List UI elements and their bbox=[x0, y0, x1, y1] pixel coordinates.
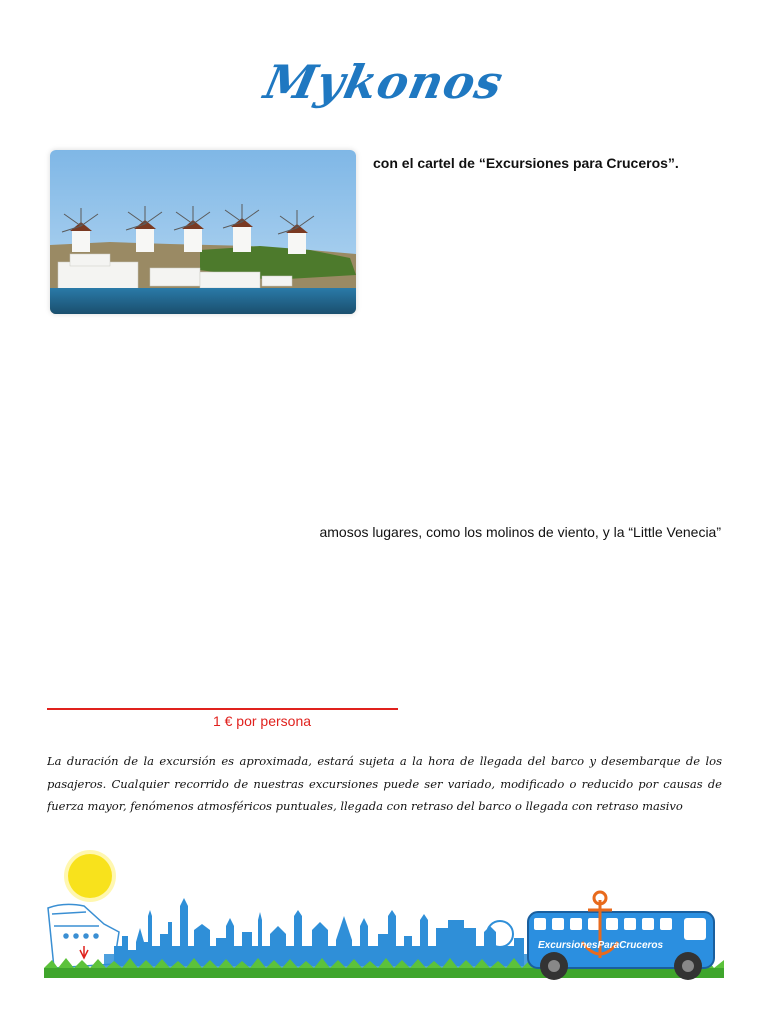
footer-banner bbox=[44, 846, 724, 986]
sun-icon bbox=[64, 850, 116, 902]
disclaimer-note: La duración de la excursión es aproximada, estará sujeta a la hora de llegada del barco y desembarque de los pasajeros. Cualquier recorrido de nuestras excursiones puede ser variado, modificado o reducido por causas de fuerza mayor, fenómenos atmosféricos puntuales, llegada con retraso del barco o llegada con retraso masivo bbox=[47, 754, 722, 813]
bus-logo-text: ExcursionesParaCruceros bbox=[538, 940, 664, 951]
windmills-photo bbox=[50, 150, 356, 314]
intro-text: con el cartel de “Excursiones para Cruceros”. bbox=[373, 155, 679, 171]
bus-icon bbox=[528, 892, 714, 980]
price-divider bbox=[47, 708, 398, 710]
price-text: 1 € por persona bbox=[212, 713, 312, 729]
description-text: amosos lugares, como los molinos de viento, y la “Little Venecia” bbox=[319, 524, 721, 540]
page-title: Mykonos bbox=[259, 55, 509, 109]
city-skyline-icon bbox=[104, 898, 534, 968]
